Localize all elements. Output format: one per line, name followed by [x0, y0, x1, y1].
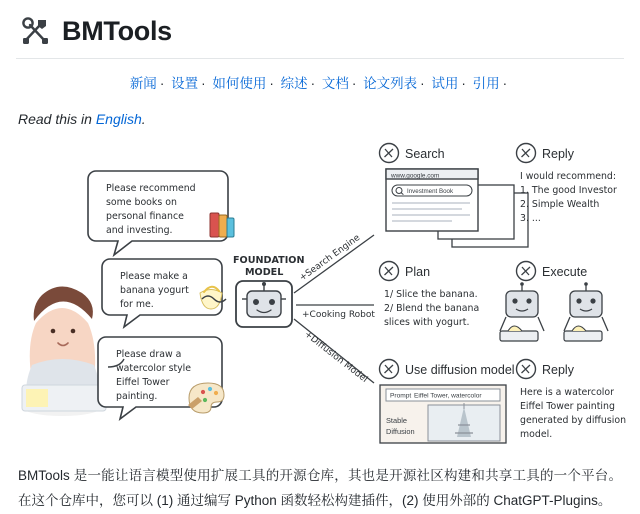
- page-header: [14, 0, 626, 56]
- column-search: [380, 143, 529, 247]
- nav-item-how-to-use[interactable]: 如何使用: [212, 76, 267, 91]
- tool-circle-icon: [522, 149, 531, 157]
- diagram-svg: [14, 135, 626, 445]
- nav-item-overview[interactable]: 综述: [280, 76, 308, 91]
- hammer-and-wrench-icon: [18, 14, 52, 48]
- diagram-edges: [294, 232, 375, 384]
- svg-text:banana yogurt: banana yogurt: [120, 284, 189, 296]
- reply-top-line-4: 3. ...: [520, 212, 541, 224]
- svg-text:painting.: painting.: [116, 390, 158, 402]
- cooking-robot-icon: [500, 282, 544, 341]
- column-diffusion: [380, 359, 515, 443]
- nav-separator: ·: [159, 76, 165, 91]
- column-reply-top: [517, 143, 618, 224]
- books-icon: [210, 213, 234, 237]
- reply-bottom-line-2: Eiffel Tower painting: [520, 400, 615, 412]
- column-header-search: Search: [405, 146, 445, 161]
- svg-text:some books on: some books on: [106, 196, 177, 208]
- nav-separator: ·: [420, 76, 425, 91]
- nav-separator: ·: [502, 76, 508, 91]
- nav-item-docs[interactable]: 文档: [321, 76, 349, 91]
- user-bubble-3: [98, 337, 224, 419]
- eiffel-tower-painting-icon: [428, 403, 500, 441]
- nav-item-settings[interactable]: 设置: [171, 76, 199, 91]
- nav-item-citation[interactable]: 引用: [472, 76, 500, 91]
- model-name-line-1: Stable: [386, 415, 407, 425]
- tool-circle-icon: [385, 365, 394, 373]
- edge-label-cooking-robot: +Cooking Robot: [302, 309, 375, 320]
- column-header-reply-top: Reply: [542, 146, 574, 161]
- read-this-in-suffix: .: [141, 110, 146, 127]
- page-title: BMTools: [62, 15, 172, 46]
- foundation-model-node: [233, 255, 304, 327]
- svg-text:and investing.: and investing.: [106, 224, 173, 236]
- nav-item-demo[interactable]: 试用: [431, 76, 459, 91]
- nav-separator: ·: [461, 76, 466, 91]
- nav-separator: ·: [310, 76, 316, 91]
- prompt-value: Eiffel Tower, watercolor: [414, 392, 482, 400]
- edge-label-search-engine: +Search Engine: [297, 232, 363, 284]
- user-avatar: [22, 286, 106, 416]
- read-this-in-line: [14, 99, 626, 133]
- svg-text:FOUNDATION: FOUNDATION: [233, 254, 305, 266]
- plan-line-3: slices with yogurt.: [384, 316, 470, 328]
- model-name-line-2: Diffusion: [386, 426, 415, 436]
- column-header-reply-bottom: Reply: [542, 362, 574, 377]
- reply-top-line-2: 1. The good Investor: [520, 184, 617, 196]
- plan-line-2: 2/ Blend the banana: [384, 302, 480, 314]
- column-reply-bottom: [517, 359, 627, 440]
- nav-item-news[interactable]: 新闻: [129, 76, 157, 91]
- column-execute: [500, 261, 608, 341]
- reply-top-line-3: 2. Simple Wealth: [520, 198, 600, 210]
- nav-separator: ·: [351, 76, 357, 91]
- prompt-label: Prompt: [390, 392, 412, 400]
- svg-text:MODEL: MODEL: [245, 266, 284, 278]
- svg-text:for me.: for me.: [120, 298, 154, 310]
- column-header-use-diffusion-model: Use diffusion model: [405, 362, 515, 377]
- language-link-english[interactable]: English: [95, 110, 142, 127]
- edge-label-diffusion-model: +Diffusion Model: [302, 329, 370, 385]
- svg-text:Please recommend: Please recommend: [106, 182, 196, 194]
- tool-circle-icon: [522, 267, 531, 275]
- reply-bottom-line-4: model.: [520, 428, 553, 440]
- svg-text:watercolor style: watercolor style: [116, 362, 192, 374]
- tool-circle-icon: [385, 149, 394, 157]
- nav-links: [14, 59, 626, 99]
- svg-text:Please make a: Please make a: [120, 270, 188, 282]
- column-header-execute: Execute: [542, 264, 588, 279]
- tool-circle-icon: [522, 365, 531, 373]
- svg-text:Please draw a: Please draw a: [116, 348, 182, 360]
- svg-text:Eiffel Tower: Eiffel Tower: [116, 376, 170, 388]
- nav-separator: ·: [201, 76, 206, 91]
- column-plan: [380, 261, 480, 328]
- reply-top-line-1: I would recommend:: [520, 170, 617, 182]
- tool-circle-icon: [385, 267, 394, 275]
- svg-text:personal finance: personal finance: [106, 210, 184, 222]
- browser-query: Investment Book: [407, 187, 454, 195]
- reply-bottom-line-1: Here is a watercolor: [520, 386, 614, 398]
- paint-palette-icon: [188, 383, 224, 413]
- browser-url: www.google.com: [391, 172, 440, 180]
- reply-bottom-line-3: generated by diffusion: [520, 414, 626, 426]
- user-bubble-2: [102, 259, 222, 327]
- nav-item-paper-list[interactable]: 论文列表: [363, 76, 418, 91]
- plan-line-1: 1/ Slice the banana.: [384, 288, 478, 300]
- column-header-plan: Plan: [405, 264, 431, 279]
- body-paragraph: BMTools 是一能让语言模型使用扩展工具的开源仓库，其也是开源社区构建和共享工具的一个平台。在这个仓库中，您可以 (1) 通过编写 Python 函数轻松构建插件，(2) 使用外部的 ChatGPT-Plugins。: [18, 468, 622, 509]
- user-bubble-1: [88, 171, 234, 255]
- nav-separator: ·: [269, 76, 274, 91]
- bmtools-overview-diagram: [14, 135, 626, 445]
- read-this-in-prefix: Read this in: [18, 110, 96, 127]
- cooking-robot-icon: [564, 282, 608, 341]
